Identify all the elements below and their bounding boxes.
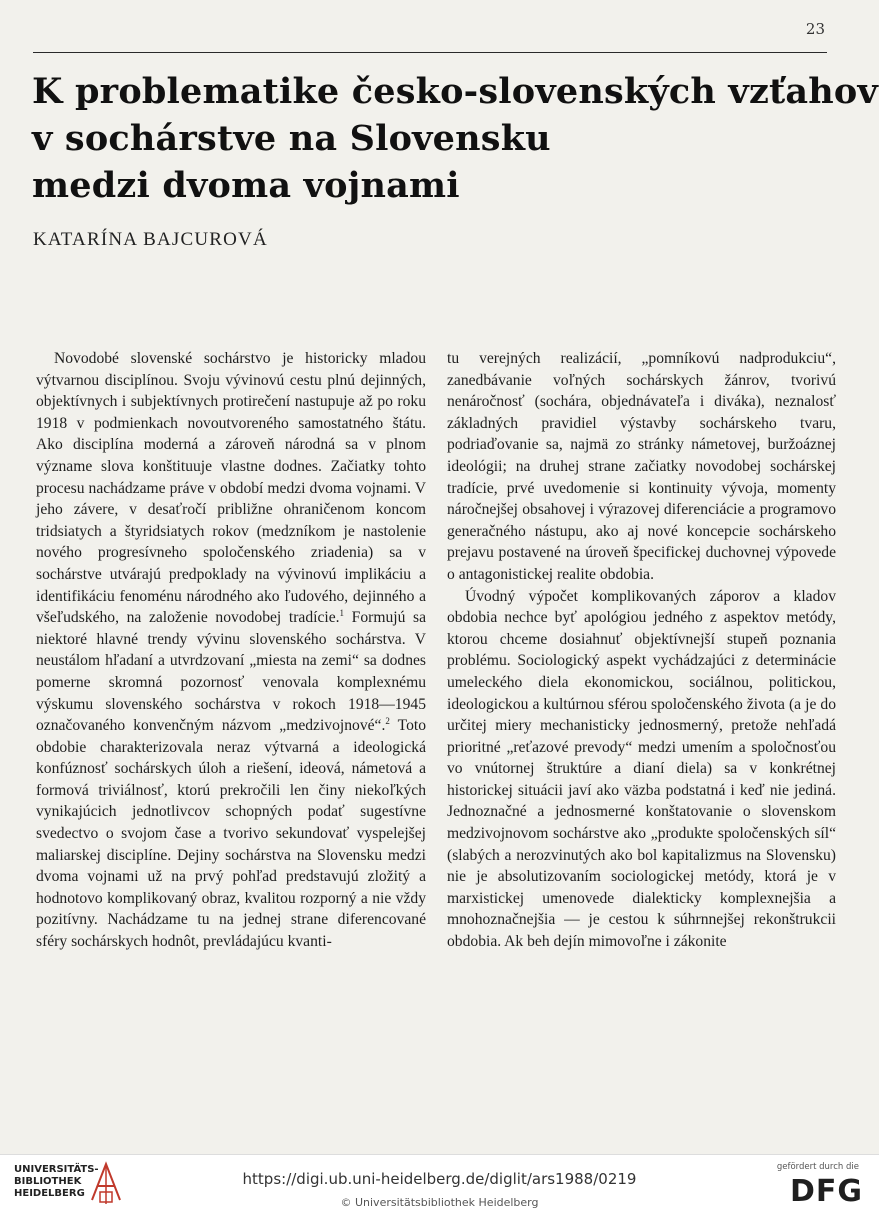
page-number: 23	[805, 20, 825, 38]
footer-divider	[0, 1154, 879, 1155]
paragraph: Úvodný výpočet komplikovaných záporov a kladov obdobia nechce byť apológiou jedného z aspektov metódy, ktorou chceme dosiahnuť objektívnejší stupeň poznania problému. Sociologický aspekt vychádzajúci z determinácie umeleckého diela ekonomickou, sociálnou, politickou, ideologickou a kultúrnou sférou spoločenského života (a je do určitej miery mechanisticky jednosmerný, pretože nehľadá prioritné „reťazové prevody“ medzi umením a spoločnosťou vo vnútornej štruktúre a dianí diela) sa v konkrétnej historickej situácii javí ako väzba podstatná i keď nie jediná. Jednoznačné a jednosmerné konštatovanie o slovenskom medzivojnovom sochárstve ako „produkte spoločenských síl“ (slabých a nerozvinutých ako bol kapitalizmus na Slovensku) nie je absolutizovaním sociologickej metódy, ktorá je v marxistickej umenovede dialekticky komplexnejšia a mnohoznačnejšia — je cestou k súhrnnejšej rekonštrukcii obdobia. Ak beh dejín mimovoľne i zákonite	[447, 587, 836, 951]
footer-bar	[0, 1154, 879, 1219]
funding-label: gefördert durch die	[776, 1162, 859, 1172]
paragraph: tu verejných realizácií, „pomníkovú nadprodukciu“, zanedbávanie voľných sochárskych žánrov, tvorivú nenáročnosť (sochára, objednávateľa i diváka), neznalosť základných pravidiel výstavby sochárskeho tvaru, podriaďovanie sa, najmä zo stránky námetovej, buržoáznej ideológii; na druhej strane začiatky novodobej sochárskej tradície, prvé uvedomenie si kontinuity vývoja, momenty náročnejšej obsahovej i výrazovej diferenciácie a programovo generačného nástupu, ako aj nové koncepcie sochárskeho prejavu postavené na úroveň špecifickej duchovnej výpovede o antagonistickej realite obdobia.	[447, 350, 836, 583]
author-name: KATARÍNA BAJCUROVÁ	[33, 229, 268, 250]
library-line: BIBLIOTHEK	[14, 1176, 82, 1187]
copyright-notice: © Universitätsbibliothek Heidelberg	[340, 1196, 539, 1209]
title-line: v sochárstve na Slovensku	[32, 118, 551, 159]
text-column-left	[36, 348, 426, 953]
paragraph-text: Novodobé slovenské sochárstvo je historicky mladou výtvarnou disciplínou. Svoju vývinovú cestu plnú dejinných, objektívnych i subjektívnych protirečení nastupuje až po roku 1918 v podmienkach novoutvoreného samostatného štátu. Ako disciplína moderná a zároveň národná sa v plnom význame slova konštituuje vlastne dodnes. Začiatky tohto procesu nachádzame práve v období medzi dvoma vojnami. V jeho závere, v desaťročí približne ohraničenom koncom tridsiatych a štyridsiatych rokov (medzníkom je nastolenie nového progresívneho spoločenského zriadenia) sa v sochárstve utvárajú predpoklady na vývinovú implikáciu a identifikáciu fenoménu národného ako ľudového, dejinného a všeľudského, na založenie novodobej tradície.	[36, 350, 426, 627]
header-rule	[33, 52, 827, 53]
library-line: UNIVERSITÄTS-	[14, 1164, 99, 1175]
paragraph	[36, 348, 426, 953]
title-line: K problematike česko-slovenských vzťahov	[32, 71, 879, 112]
library-line: HEIDELBERG	[14, 1188, 85, 1199]
article-title	[32, 68, 879, 209]
footnote-ref[interactable]: 2	[385, 715, 390, 726]
permalink-url[interactable]: https://digi.ub.uni-heidelberg.de/diglit/ars1988/0219	[242, 1170, 637, 1188]
paragraph-text: Formujú sa niektoré hlavné trendy vývinu slovenského sochárstva. V neustálom hľadaní a utvrdzovaní „miesta na zemi“ sa dodnes pomerne skromná pozornosť venovala komplexnému výskumu slovenského sochárstva v rokoch 1918—1945 označovaného konvenčným názvom „medzivojnové“.	[36, 609, 426, 735]
dfg-logo[interactable]: DFG	[789, 1174, 863, 1209]
paragraph-text: Toto obdobie charakterizovala neraz výtvarná a ideologická konfúznosť sochárskych úloh a riešení, ideová, námetová a formová triviálnosť, ktorú prekročili len činy niekoľkých vynikajúcich jednotlivcov schopných podať sugestívne svedectvo o svojom čase a tvorivo sekundovať vyspelejšej maliarskej disciplíne. Dejiny sochárstva na Slovensku medzi dvoma vojnami už na prvý pohľad predstavujú zložitý a hodnotovo komplikovaný obraz, kvalitou rozporný a nie vždy pozitívny. Nachádzame tu na jednej strane diferencované sféry sochárskych hodnôt, prevládajúcu kvanti-	[36, 717, 426, 951]
footnote-ref[interactable]: 1	[339, 607, 345, 618]
text-column-right	[447, 348, 836, 953]
title-line: medzi dvoma vojnami	[32, 165, 460, 206]
